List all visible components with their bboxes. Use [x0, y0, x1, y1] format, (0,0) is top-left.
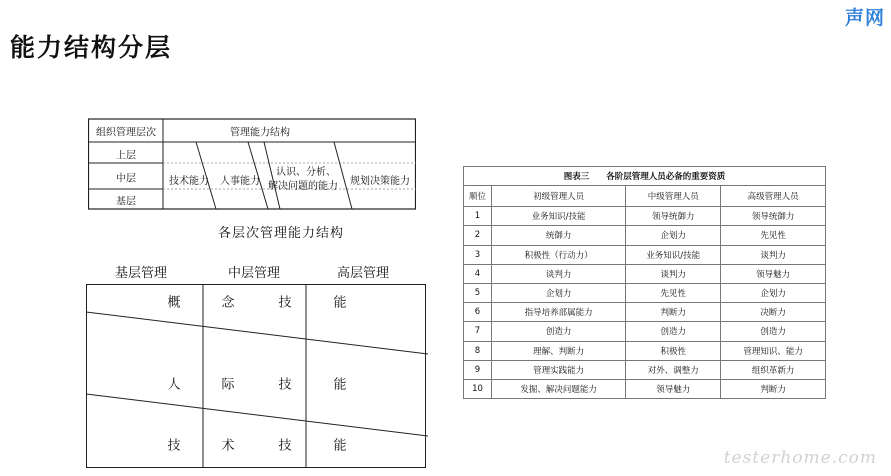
table-cell: 企划力 — [626, 226, 721, 245]
table-row — [464, 341, 826, 360]
table-cell: 积极性 — [626, 341, 721, 360]
header-middle: 中级管理人员 — [626, 186, 721, 207]
table-cell: 3 — [464, 245, 492, 264]
table-cell: 创造力 — [492, 322, 626, 341]
watermark: testerhome.com — [723, 448, 877, 468]
page-title: 能力结构分层 — [10, 33, 173, 62]
skill-technical-4: 能 — [333, 438, 347, 454]
ability-human: 人事能力 — [220, 176, 260, 187]
table-cell: 管理实践能力 — [492, 360, 626, 379]
level-base: 基层 — [116, 196, 136, 208]
skill-human-4: 能 — [333, 377, 347, 393]
table-cell: 创造力 — [721, 322, 826, 341]
table-cell: 企划力 — [721, 283, 826, 302]
table-cell: 指导培养部属能力 — [492, 303, 626, 322]
skill-technical-1: 技 — [167, 438, 181, 454]
qualities-table-caption: 图表三 各阶层管理人员必备的重要资质 — [464, 167, 826, 186]
table-cell: 领导统御力 — [626, 207, 721, 226]
table-row — [464, 226, 826, 245]
ability-structure-table — [88, 118, 416, 210]
header-junior: 初级管理人员 — [492, 186, 626, 207]
table-cell: 管理知识、能力 — [721, 341, 826, 360]
level-label-base: 基层管理 — [114, 266, 168, 281]
table-cell: 6 — [464, 303, 492, 322]
table-row — [464, 245, 826, 264]
header-senior: 高级管理人员 — [721, 186, 826, 207]
ability-conceptual-line1: 认识、分析、 — [276, 167, 336, 178]
qualities-table — [463, 166, 826, 399]
skill-human-3: 技 — [278, 377, 292, 393]
table-cell: 2 — [464, 226, 492, 245]
table-cell: 判断力 — [721, 379, 826, 398]
table-cell: 积极性（行动力） — [492, 245, 626, 264]
table-cell: 9 — [464, 360, 492, 379]
skill-conceptual-3: 技 — [278, 295, 292, 311]
skill-technical-3: 技 — [278, 438, 292, 454]
table-cell: 8 — [464, 341, 492, 360]
table-row — [464, 264, 826, 283]
table-cell: 领导魅力 — [721, 264, 826, 283]
table-row — [464, 360, 826, 379]
table-row — [464, 303, 826, 322]
table-cell: 先见性 — [721, 226, 826, 245]
table-cell: 谈判力 — [492, 264, 626, 283]
table-row — [464, 322, 826, 341]
ability-conceptual-line2: 解决问题的能力 — [268, 181, 338, 192]
table-cell: 业务知识/技能 — [626, 245, 721, 264]
level-label-top: 高层管理 — [336, 266, 390, 281]
corner-header: 组织管理层次 — [96, 127, 156, 139]
table-row — [464, 207, 826, 226]
ability-header: 管理能力结构 — [230, 127, 290, 139]
table-cell: 10 — [464, 379, 492, 398]
skills-diagram-lines — [86, 284, 428, 468]
ability-structure-caption: 各层次管理能力结构 — [218, 226, 345, 241]
level-upper: 上层 — [116, 150, 136, 162]
header-rank: 顺位 — [464, 186, 492, 207]
table-cell: 谈判力 — [626, 264, 721, 283]
table-cell: 1 — [464, 207, 492, 226]
table-cell: 领导魅力 — [626, 379, 721, 398]
ability-planning: 规划决策能力 — [350, 176, 410, 187]
table-cell: 理解、判断力 — [492, 341, 626, 360]
table-cell: 对外、调整力 — [626, 360, 721, 379]
table-cell: 7 — [464, 322, 492, 341]
skill-conceptual-2: 念 — [221, 295, 235, 311]
ability-technical: 技术能力 — [169, 176, 209, 187]
table-row — [464, 283, 826, 302]
skills-diagram — [86, 284, 428, 468]
table-cell: 企划力 — [492, 283, 626, 302]
level-middle: 中层 — [116, 173, 136, 185]
table-cell: 领导统御力 — [721, 207, 826, 226]
table-cell: 发掘、解决问题能力 — [492, 379, 626, 398]
skill-conceptual-4: 能 — [333, 295, 347, 311]
table-cell: 4 — [464, 264, 492, 283]
table-cell: 先见性 — [626, 283, 721, 302]
skill-technical-2: 术 — [221, 438, 235, 454]
table-row — [464, 379, 826, 398]
table-cell: 创造力 — [626, 322, 721, 341]
table-cell: 判断力 — [626, 303, 721, 322]
skill-conceptual-1: 概 — [167, 295, 181, 311]
table-cell: 统御力 — [492, 226, 626, 245]
brand-logo: 声网 — [844, 7, 885, 29]
table-cell: 谈判力 — [721, 245, 826, 264]
skill-human-2: 际 — [221, 377, 235, 393]
table-cell: 决断力 — [721, 303, 826, 322]
table-cell: 组织革新力 — [721, 360, 826, 379]
table-cell: 业务知识/技能 — [492, 207, 626, 226]
table-cell: 5 — [464, 283, 492, 302]
skill-human-1: 人 — [167, 377, 181, 393]
level-label-middle: 中层管理 — [227, 266, 281, 281]
